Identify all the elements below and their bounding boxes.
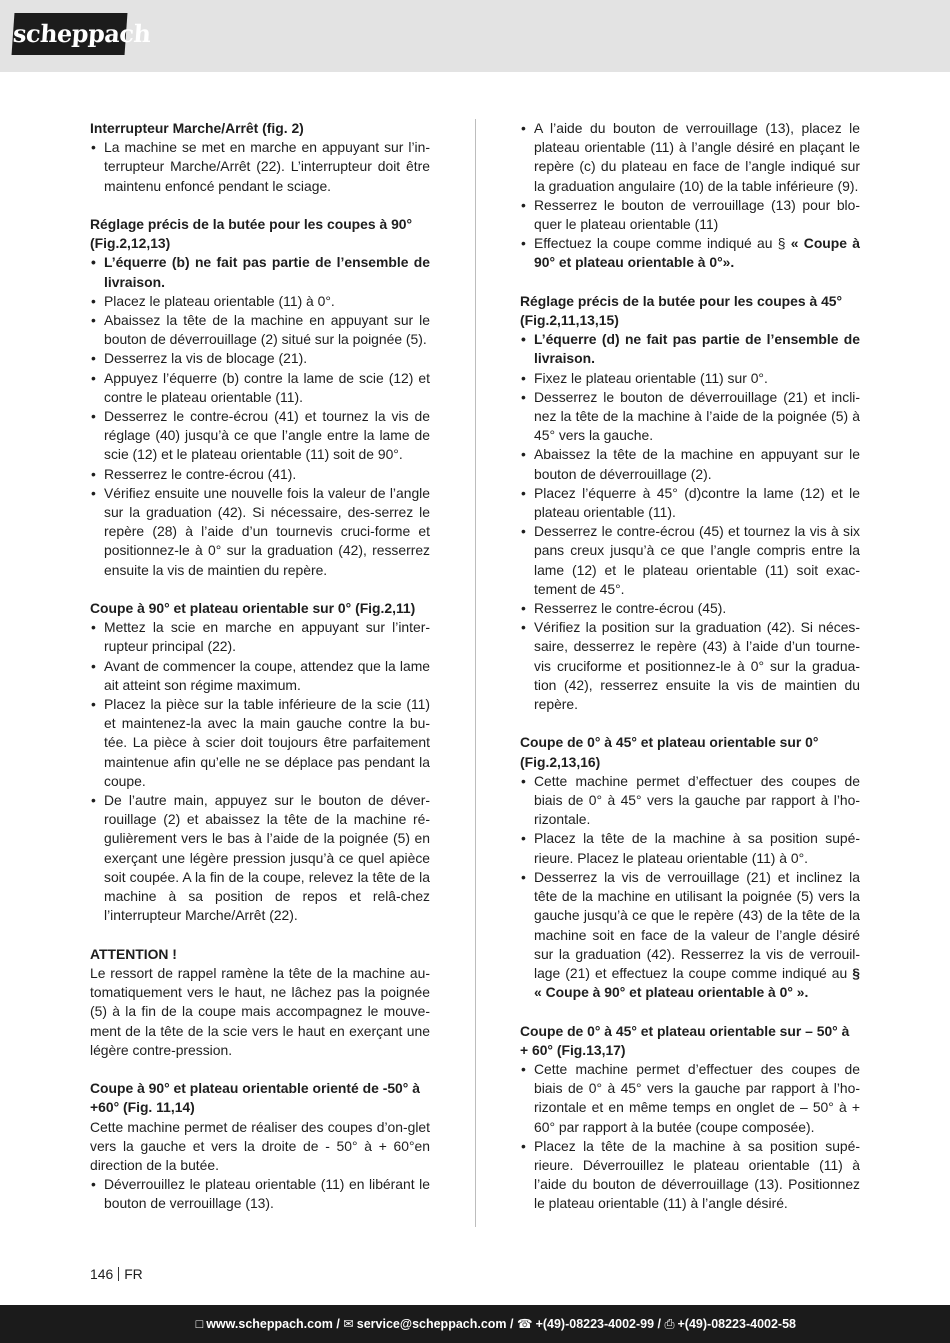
item-text: Effectuez la coupe comme indiqué au § [534, 235, 791, 252]
bullet-list [90, 1175, 430, 1213]
footer-website: www.scheppach.com / [206, 1317, 340, 1331]
list-item: • Cette machine permet d’effectuer des coupes de biais de 0° à 45° vers la gauche par rapport à l’ho-rizontale et en même temps en onglet de – 50° à + 60° par rapport à la butée (coupe composée). [520, 1060, 860, 1137]
section-heading: Réglage précis de la butée pour les coupes à 90° (Fig.2,12,13) [90, 216, 413, 252]
bullet-list [90, 253, 430, 579]
page-number [90, 1265, 143, 1283]
list-item: • Placez l’équerre à 45° (d)contre la lame (12) et le plateau orientable (11). [520, 484, 860, 522]
page-number-separator [118, 1267, 119, 1281]
column-divider [475, 119, 476, 1227]
section-45-stop-adjust [520, 292, 860, 714]
section-compound-cut [520, 1022, 860, 1214]
footer-email: service@scheppach.com / [356, 1317, 514, 1331]
list-item: • Fixez le plateau orientable (11) sur 0°. [520, 369, 860, 388]
footer-fax: +(49)-08223-4002-58 [677, 1317, 796, 1331]
list-item: • Abaissez la tête de la machine en appuyant sur le bouton de déverrouillage (2). [520, 445, 860, 483]
computer-icon: □ [195, 1317, 204, 1331]
section-attention [90, 945, 430, 1060]
list-item: • Desserrez le contre-écrou (45) et tournez la vis à six pans creux jusqu’à ce que l’angle compris entre la lame (12) et le plateau orientable (11) soit exac-tement de 45°. [520, 522, 860, 599]
bullet-list [520, 119, 860, 273]
list-item: • Placez la tête de la machine à sa position supé-rieure. Placez le plateau orientable (11) à 0°. [520, 829, 860, 867]
section-heading: Interrupteur Marche/Arrêt (fig. 2) [90, 120, 304, 136]
list-item [520, 234, 860, 272]
section-90-cut [90, 599, 430, 925]
list-item: • Mettez la scie en marche en appuyant sur l’inter-rupteur principal (22). [90, 618, 430, 656]
item-reference: § « Coupe à 90° et plateau orientable à 0° ». [534, 964, 860, 1001]
bullet-list [520, 330, 860, 714]
page-language: FR [124, 1266, 143, 1282]
bullet-list [90, 138, 430, 196]
section-heading: Réglage précis de la butée pour les coupes à 45° (Fig.2,11,13,15) [520, 292, 843, 329]
left-column [90, 119, 430, 1214]
list-item: • Desserrez le bouton de déverrouillage (21) et incli-nez la tête de la machine à l’aide de la poignée (5) à 45° vers la gauche. [520, 388, 860, 446]
list-item: • L’équerre (d) ne fait pas partie de l’ensemble de livraison. [520, 330, 860, 368]
list-item: • Desserrez la vis de blocage (21). [90, 349, 430, 368]
list-item: • Placez le plateau orientable (11) à 0°. [90, 292, 430, 311]
section-90-cut-turntable [90, 1079, 430, 1213]
list-item: • Abaissez la tête de la machine en appuyant sur le bouton de déverrouillage (2) situé sur la poignée (5). [90, 311, 430, 349]
section-bevel-cut [520, 733, 860, 1002]
bullet-list [520, 1060, 860, 1214]
section-heading: Coupe de 0° à 45° et plateau orientable sur 0° (Fig.2,13,16) [520, 734, 819, 770]
section-heading: ATTENTION ! [90, 945, 177, 962]
bullet-list [90, 618, 430, 925]
list-item: • Cette machine permet d’effectuer des coupes de biais de 0° à 45° vers la gauche par rapport à l’ho-rizontale. [520, 772, 860, 830]
list-item: • A l’aide du bouton de verrouillage (13), placez le plateau orientable (11) à l’angle désiré en plaçant le repère (c) du plateau en face de l’angle indiqué sur la graduation angulaire (10) de la table inférieure (9). [520, 119, 860, 196]
section-heading: Coupe à 90° et plateau orientable orienté de -50° à +60° (Fig. 11,14) [90, 1080, 420, 1116]
footer-phone: +(49)-08223-4002-99 / [535, 1317, 661, 1331]
right-column [520, 119, 860, 1214]
paragraph: Cette machine permet de réaliser des coupes d’on-glet vers la gauche et vers la droite de - 50° à + 60°en direction de la butée. [90, 1118, 430, 1173]
list-item [520, 868, 860, 1002]
list-item: • L’équerre (b) ne fait pas partie de l’ensemble de livraison. [90, 253, 430, 291]
list-item: • Déverrouillez le plateau orientable (11) en libérant le bouton de verrouillage (13). [90, 1175, 430, 1213]
section-on-off-switch [90, 119, 430, 196]
page-footer [0, 1305, 950, 1343]
list-item: • Vérifiez la position sur la graduation (42). Si néces-saire, desserrez le repère (43) à l’aide d’un tourne-vis cruciforme et positionnez-le à 0° sur la gradua-tion (42), resserrez ensuite la vis de maintien du repère. [520, 618, 860, 714]
list-item: • Placez la tête de la machine à sa position supé-rieure. Déverrouillez le plateau orientable (11) à l’aide du bouton de déverrouillage (13). Positionnez le plateau orientable (11) à l’angle désiré. [520, 1137, 860, 1214]
paragraph: Le ressort de rappel ramène la tête de la machine au-tomatiquement vers le haut, ne lâchez pas la poignée (5) à la fin de la coupe mais accompagnez le mouve-ment de la tête de la scie vers le haut en exerçant une légère contre-pression. [90, 964, 430, 1058]
mail-icon: ✉ [343, 1317, 354, 1331]
phone-icon: ☎ [516, 1317, 533, 1331]
bullet-list [520, 772, 860, 1002]
footer-contact-line [196, 1305, 796, 1343]
list-item: • Avant de commencer la coupe, attendez que la lame ait atteint son régime maximum. [90, 657, 430, 695]
fax-icon: ⎙ [664, 1317, 675, 1331]
list-item: • Placez la pièce sur la table inférieure de la scie (11) et maintenez-la avec la main gauche contre la bu-tée. La pièce à scier doit toujours être parfaitement maintenue afin qu’elle ne se déplace pas pendant la coupe. [90, 695, 430, 791]
scheppach-logo: scheppach [12, 13, 128, 55]
section-heading: Coupe à 90° et plateau orientable sur 0° (Fig.2,11) [90, 600, 416, 617]
section-heading: Coupe de 0° à 45° et plateau orientable sur – 50° à + 60° (Fig.13,17) [520, 1022, 850, 1058]
page-header [0, 0, 950, 72]
item-reference: « Coupe à 90° et plateau orientable à 0°». [534, 235, 860, 271]
list-item: • La machine se met en marche en appuyant sur l’in-terrupteur Marche/Arrêt (22). L’interrupteur doit être maintenu enfoncé pendant le sciage. [90, 138, 430, 196]
section-90-stop-adjust [90, 215, 430, 580]
list-item: • Appuyez l’équerre (b) contre la lame de scie (12) et contre le plateau orientable (11). [90, 369, 430, 407]
section-turntable-continued [520, 119, 860, 273]
list-item: • Resserrez le contre-écrou (45). [520, 599, 860, 618]
list-item: • Desserrez le contre-écrou (41) et tournez la vis de réglage (40) jusqu’à ce que l’angle entre la lame de scie (12) et le plateau orientable (11) soit de 90°. [90, 407, 430, 465]
list-item: • Vérifiez ensuite une nouvelle fois la valeur de l’angle sur la graduation (42). Si nécessaire, des-serrez le repère (28) à l’aide d’un tournevis cruci-forme et positionnez-le à 0° sur la graduation (42), resserrez ensuite la vis de maintien du repère. [90, 484, 430, 580]
page-number-value: 146 [90, 1266, 114, 1282]
item-text: Desserrez la vis de verrouillage (21) et inclinez la tête de la machine en utilisant la poignée (5) vers la gauche jusqu’à ce que le repère (43) de la tête de la machine soit en face de la valeur de l’angle désiré sur la graduation (42). Resserrez la vis de verrouil-lage (21) et effectuez la coupe comme indiqué au [534, 868, 860, 981]
list-item: • Resserrez le contre-écrou (41). [90, 465, 430, 484]
list-item: • Resserrez le bouton de verrouillage (13) pour blo-quer le plateau orientable (11) [520, 196, 860, 234]
list-item: • De l’autre main, appuyez sur le bouton de déver-rouillage (2) et abaissez la tête de la machine ré-gulièrement vers le bas à l’aide de la poignée (5) en exerçant une légère pression jusqu’à ce quel apièce soit coupée. A la fin de la coupe, relevez la tête de la machine à sa position de repos et relâ-chez l’interrupteur Marche/Arrêt (22). [90, 791, 430, 925]
